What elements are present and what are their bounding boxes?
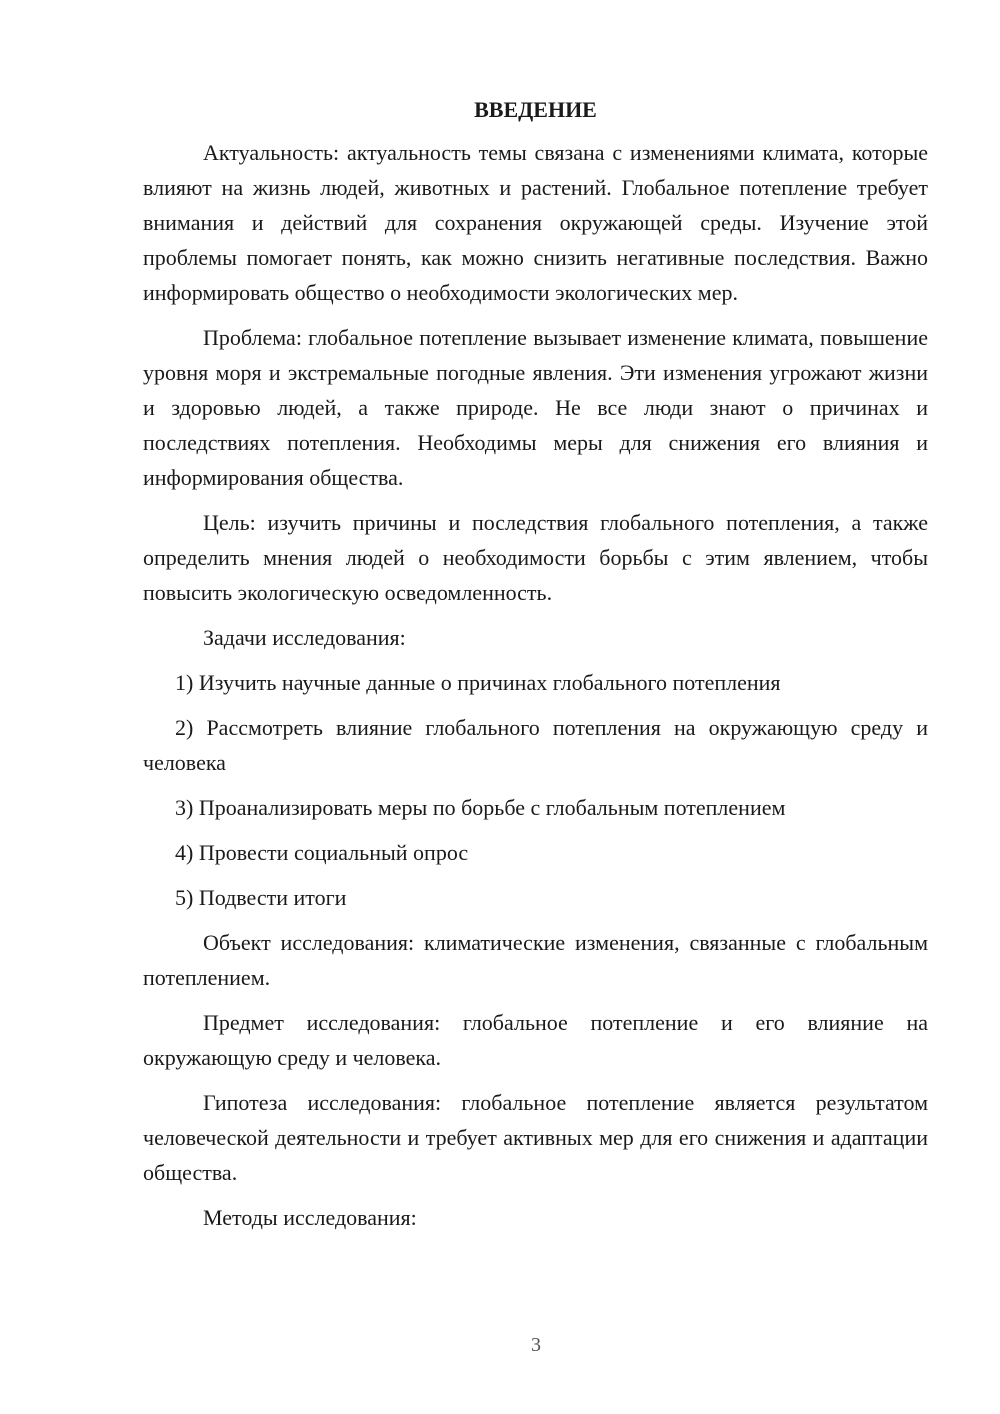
page-number: 3 <box>531 1334 541 1356</box>
goal-paragraph: Цель: изучить причины и последствия глобального потепления, а также определить мнения людей о необходимости борьбы с этим явлением, чтобы повысить экологическую осведомленность. <box>143 510 928 605</box>
relevance-paragraph: Актуальность: актуальность темы связана с изменениями климата, которые влияют на жизнь людей, животных и растений. Глобальное потепление требует внимания и действий для сохранения окружающей среды. Изучение этой проблемы помогает понять, как можно снизить негативные последствия. Важно информировать общество о необходимости экологических мер. <box>143 140 928 305</box>
page-title: ВВЕДЕНИЕ <box>474 97 597 122</box>
task-item-4: 4) Провести социальный опрос <box>175 840 469 865</box>
problem-paragraph: Проблема: глобальное потепление вызывает изменение климата, повышение уровня моря и экстремальные погодные явления. Эти изменения угрожают жизни и здоровью людей, а также природе. Не все люди знают о причинах и последствиях потепления. Необходимы меры для снижения его влияния и информирования общества. <box>143 325 928 490</box>
task-item-5: 5) Подвести итоги <box>175 885 347 910</box>
task-item-3: 3) Проанализировать меры по борьбе с глобальным потеплением <box>175 795 786 820</box>
object-paragraph: Объект исследования: климатические изменения, связанные с глобальным потеплением. <box>143 930 928 990</box>
task-item-2: 2) Рассмотреть влияние глобального потепления на окружающую среду и человека <box>143 715 928 775</box>
document-page <box>143 95 928 1245</box>
subject-paragraph: Предмет исследования: глобальное потепление и его влияние на окружающую среду и человека. <box>143 1010 928 1070</box>
hypothesis-paragraph: Гипотеза исследования: глобальное потепление является результатом человеческой деятельности и требует активных мер для его снижения и адаптации общества. <box>143 1090 928 1185</box>
task-item-1: 1) Изучить научные данные о причинах глобального потепления <box>175 670 781 695</box>
tasks-heading: Задачи исследования: <box>203 625 406 650</box>
methods-heading: Методы исследования: <box>203 1205 417 1230</box>
